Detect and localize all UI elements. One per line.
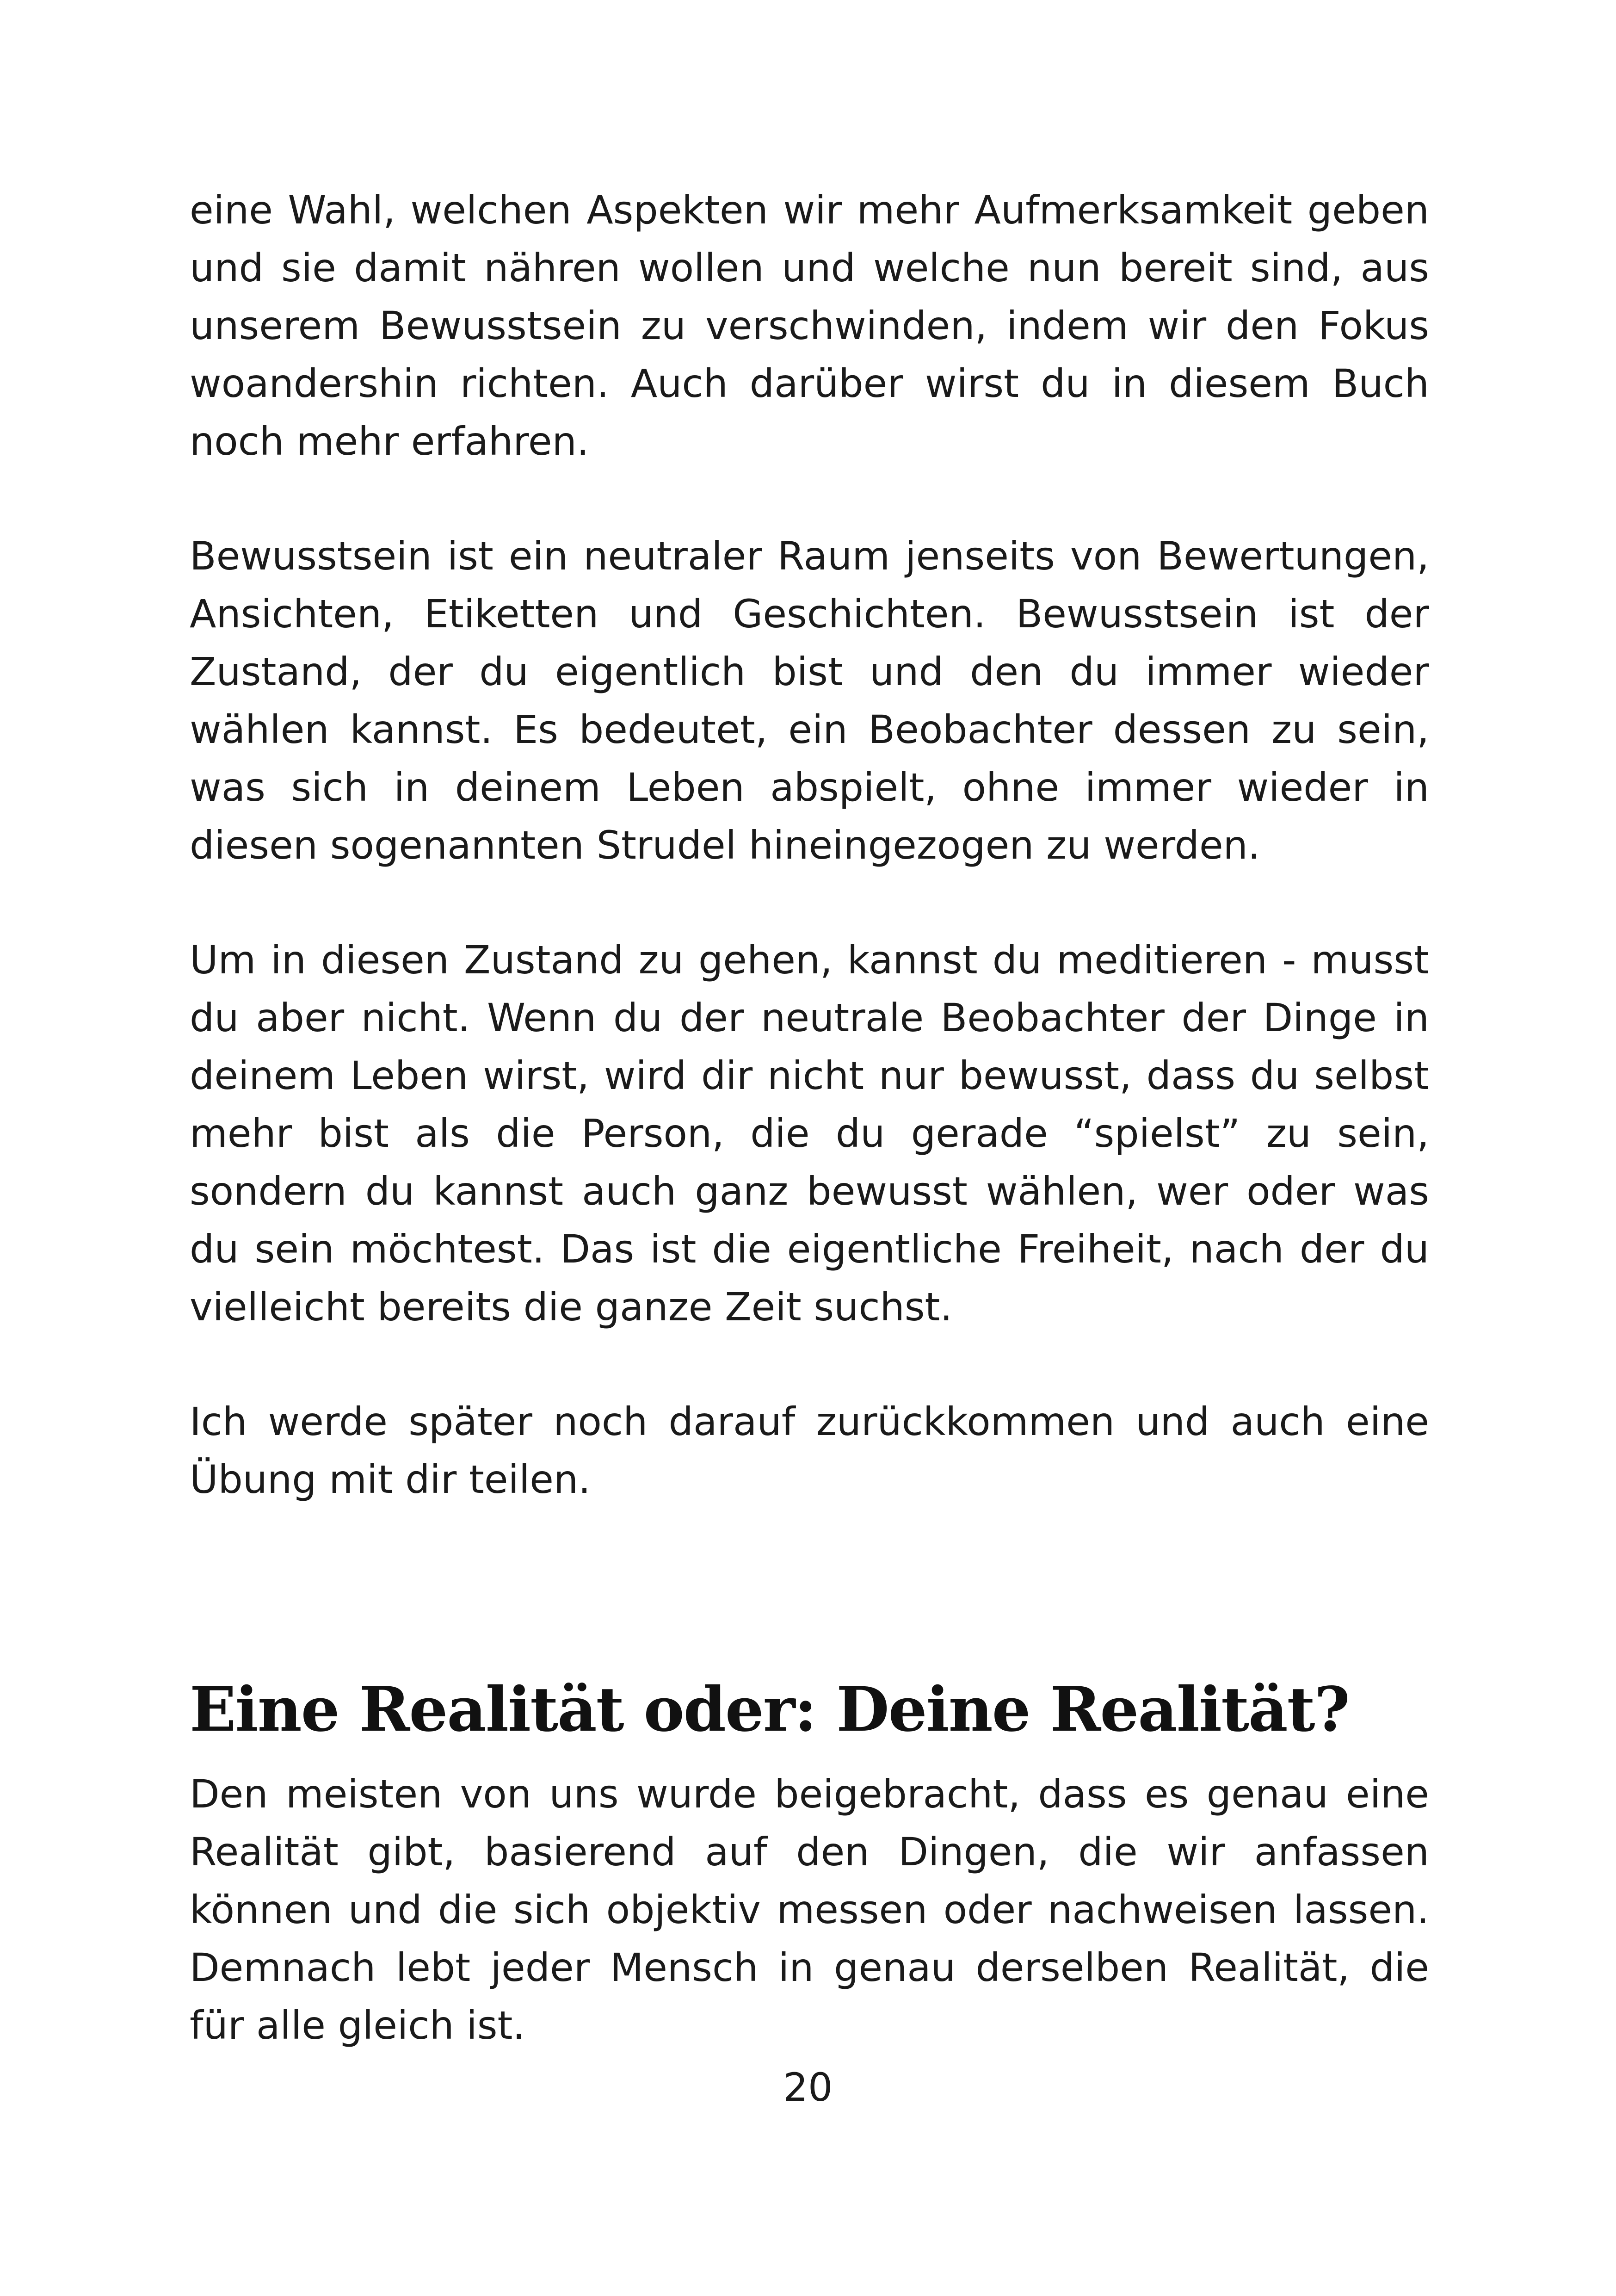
paragraph-spacer — [190, 1336, 1429, 1393]
paragraph-spacer — [190, 470, 1429, 527]
section-heading: Eine Realität oder: Deine Realität? — [190, 1674, 1349, 1745]
section-paragraph: Den meisten von uns wurde beigebracht, dass es genau eine Realität gibt, basierend auf den Dingen, die wir anfassen können und die sich objektiv messen oder nachweisen lassen. Demnach lebt jeder Mensch in genau derselben Realität, die für alle gleich ist. — [190, 1771, 1429, 2048]
paragraph-1: eine Wahl, welchen Aspekten wir mehr Aufmerksamkeit geben und sie damit nähren wollen und welche nun bereit sind, aus unserem Bewusstsein zu verschwinden, indem wir den Fokus woandershin richten. Auch darüber wirst du in diesem Buch noch mehr erfahren. — [190, 187, 1429, 464]
paragraph-2: Bewusstsein ist ein neutraler Raum jenseits von Bewertungen, Ansichten, Etiketten und Geschichten. Bewusstsein ist der Zustand, der du eigentlich bist und den du immer wieder wählen kannst. Es bedeutet, ein Beobachter dessen zu sein, was sich in deinem Leben abspielt, ohne immer wieder in diesen sogenannten Strudel hineingezogen zu werden. — [190, 533, 1429, 868]
heading-spacer — [190, 1747, 1429, 1765]
section-spacer — [190, 1509, 1429, 1673]
page-content — [190, 181, 1429, 2055]
page-number: 20 — [783, 2065, 833, 2110]
paragraph-spacer — [190, 874, 1429, 931]
paragraph-3: Um in diesen Zustand zu gehen, kannst du meditieren - musst du aber nicht. Wenn du der neutrale Beobachter der Dinge in deinem Leben wirst, wird dir nicht nur bewusst, dass du selbst mehr bist als die Person, die du gerade “spielst” zu sein, sondern du kannst auch ganz bewusst wählen, wer oder was du sein möchtest. Das ist die eigentliche Freiheit, nach der du vielleicht bereits die ganze Zeit suchst. — [190, 937, 1429, 1330]
paragraph-4: Ich werde später noch darauf zurückkommen und auch eine Übung mit dir teilen. — [190, 1399, 1429, 1502]
